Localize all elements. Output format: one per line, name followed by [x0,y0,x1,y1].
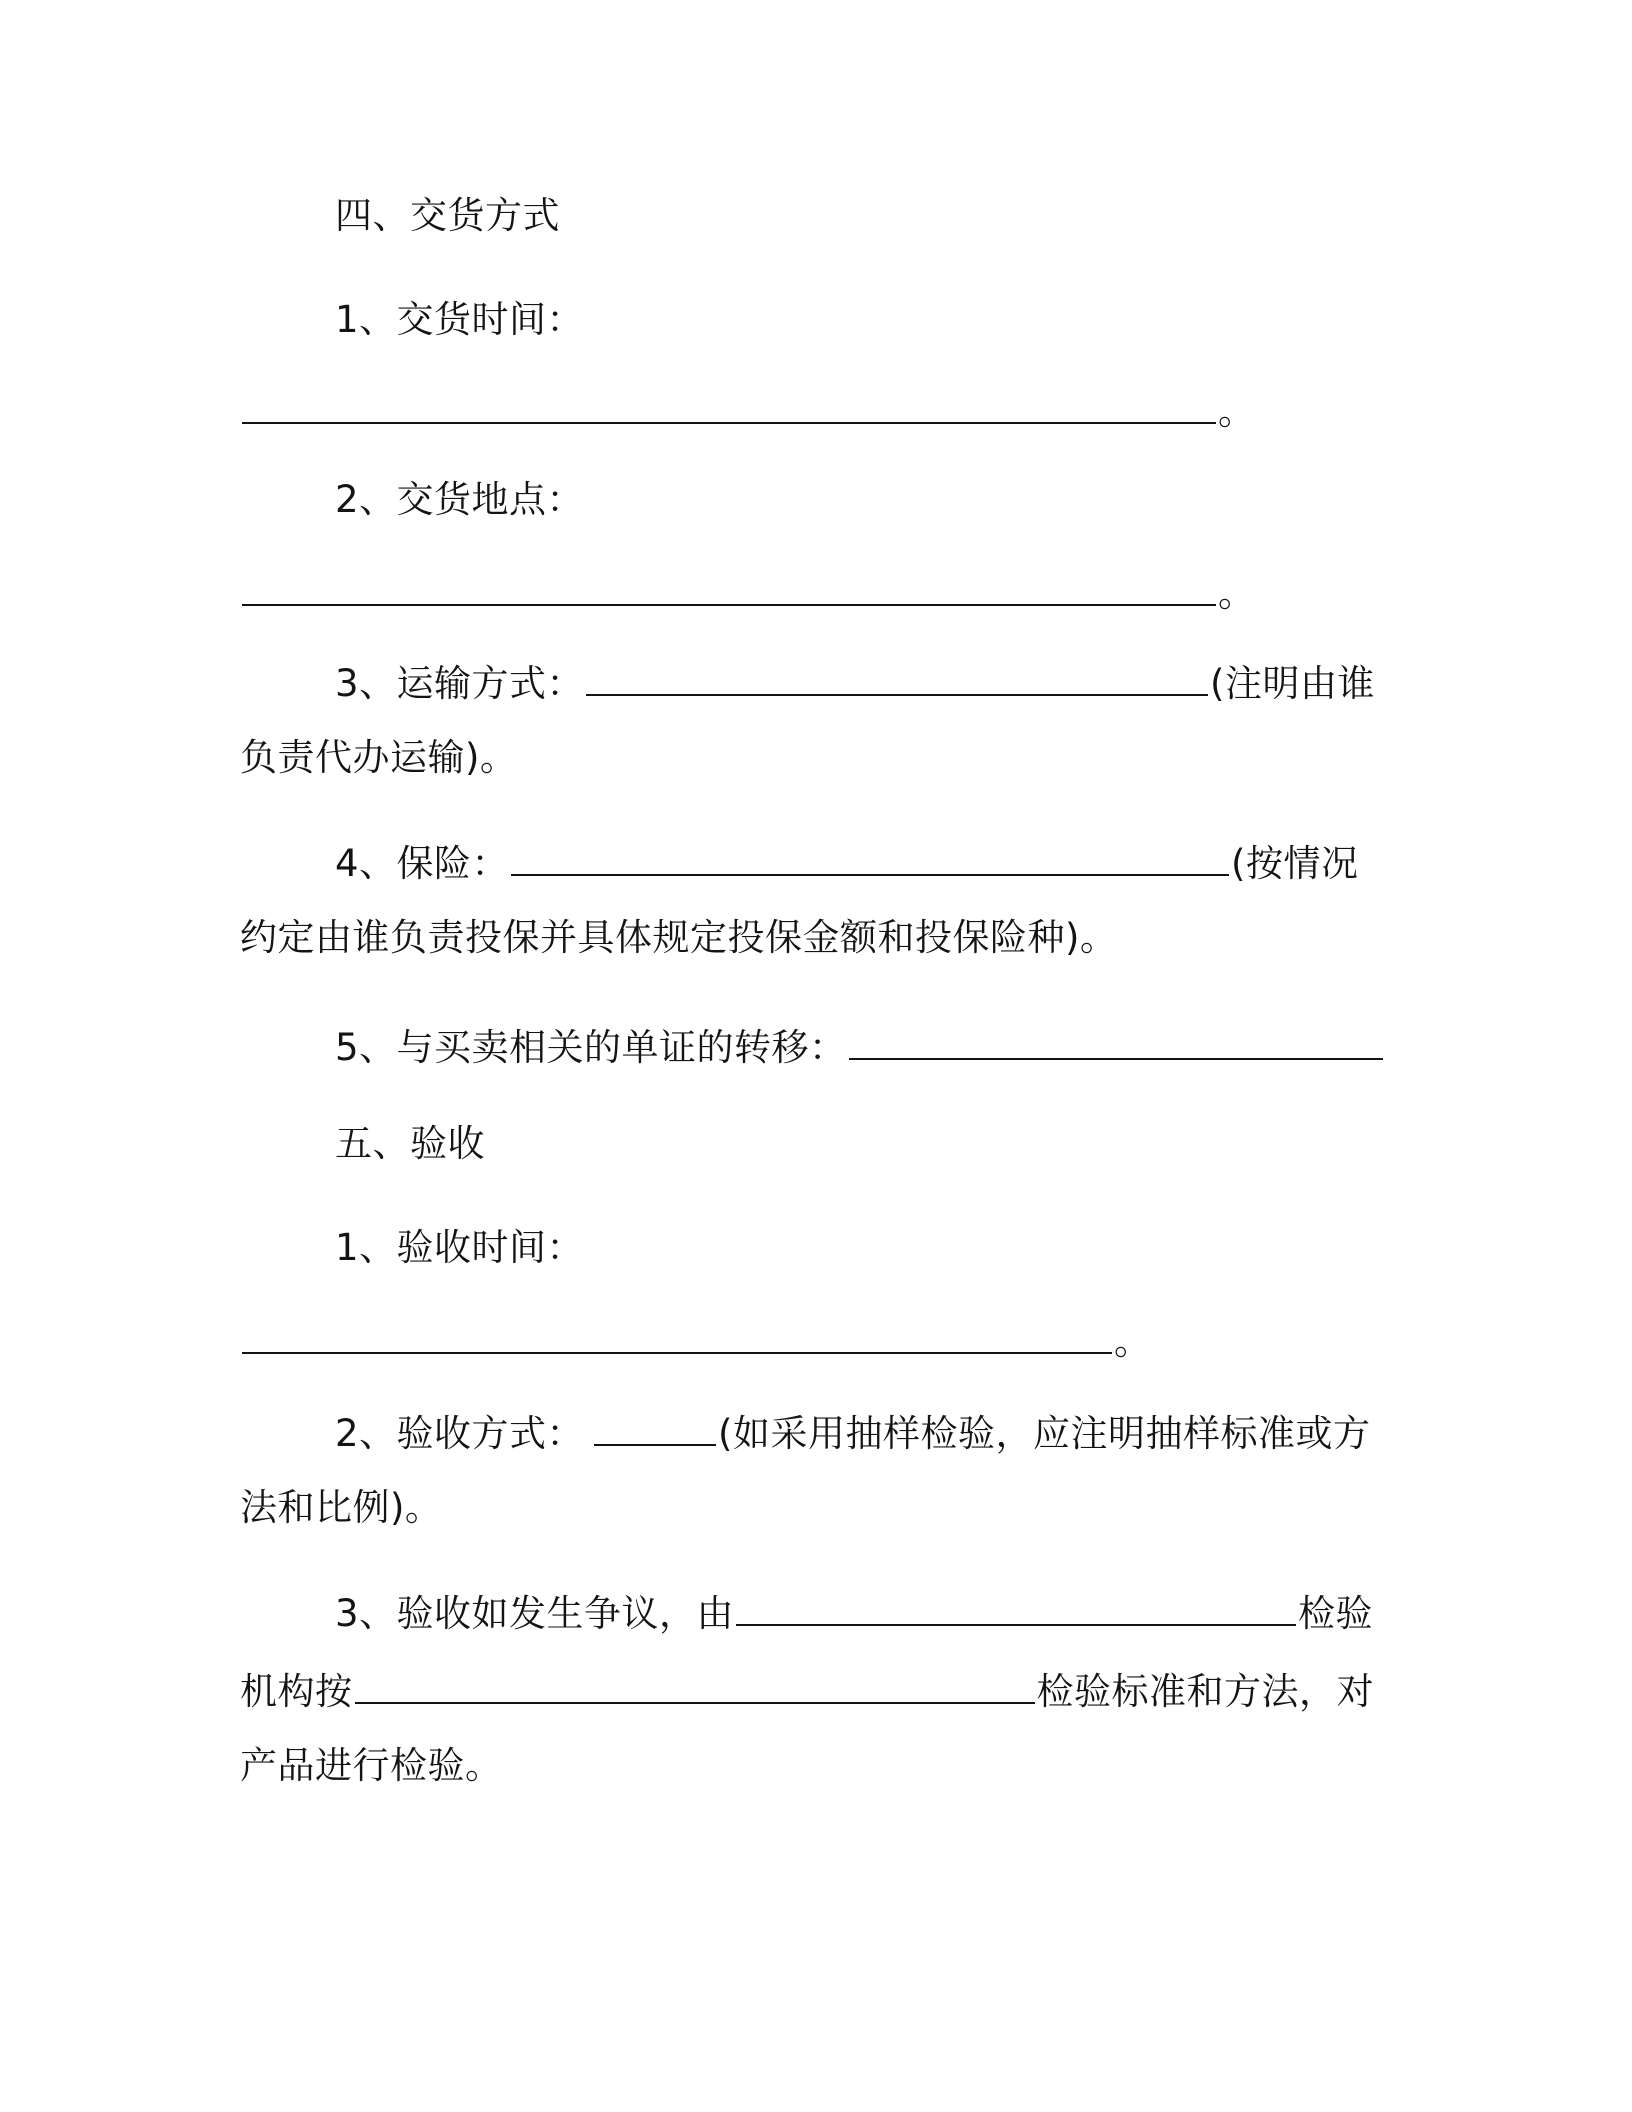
clause-text: 机构按 [240,1670,353,1713]
label-text: 3、运输方式： [335,662,585,705]
period-text: 。 [1218,390,1256,433]
label-text: 2、交货地点： [335,478,585,521]
note-text: 约定由谁负责投保并具体规定投保金额和投保险种)。 [240,916,1118,959]
heading-text: 四、交货方式 [335,194,560,237]
fill-in-blank[interactable] [594,1404,716,1446]
label-text: 1、验收时间： [335,1226,585,1269]
inspection-time-label [335,1222,584,1274]
fill-in-blank[interactable] [355,1662,1035,1704]
delivery-time-blank-line [240,382,1256,438]
label-text: 1、交货时间： [335,298,585,341]
period-text: 。 [1114,1320,1152,1363]
fill-in-blank[interactable] [242,564,1216,606]
label-text: 5、与买卖相关的单证的转移： [335,1026,847,1069]
inspection-method-line-cont [240,1482,442,1534]
insurance-line [335,834,1358,890]
period-text: 。 [1218,572,1256,615]
delivery-place-blank-line [240,564,1256,620]
fill-in-blank[interactable] [242,382,1216,424]
fill-in-blank[interactable] [511,834,1229,876]
clause-text: 3、验收如发生争议，由 [335,1592,735,1635]
heading-text: 五、验收 [335,1122,485,1165]
inspection-method-line [335,1404,1370,1460]
section-heading-delivery [335,190,560,242]
clause-text: 产品进行检验。 [240,1744,503,1787]
delivery-time-label [335,294,584,346]
insurance-line-cont [240,912,1117,964]
fill-in-blank[interactable] [736,1584,1296,1626]
documents-line [335,1018,1385,1074]
note-text: 负责代办运输)。 [240,736,518,779]
inspection-time-blank-line [240,1312,1152,1368]
transport-line [335,654,1375,710]
fill-in-blank[interactable] [242,1312,1112,1354]
inspection-dispute-line-2 [240,1662,1374,1718]
clause-text: 检验 [1298,1592,1374,1635]
transport-line-cont [240,732,517,784]
note-text: (注明由谁 [1210,662,1375,705]
fill-in-blank[interactable] [849,1018,1383,1060]
inspection-dispute-line [335,1584,1373,1640]
label-text: 4、保险： [335,842,510,885]
delivery-place-label [335,474,584,526]
note-text: (按情况 [1231,842,1359,885]
fill-in-blank[interactable] [586,654,1208,696]
section-heading-inspection [335,1118,485,1170]
inspection-dispute-line-3 [240,1740,503,1792]
note-text: (如采用抽样检验，应注明抽样标准或方 [718,1412,1371,1455]
label-text: 2、验收方式： [335,1412,585,1455]
clause-text: 检验标准和方法，对 [1036,1670,1374,1713]
note-text: 法和比例)。 [240,1486,443,1529]
